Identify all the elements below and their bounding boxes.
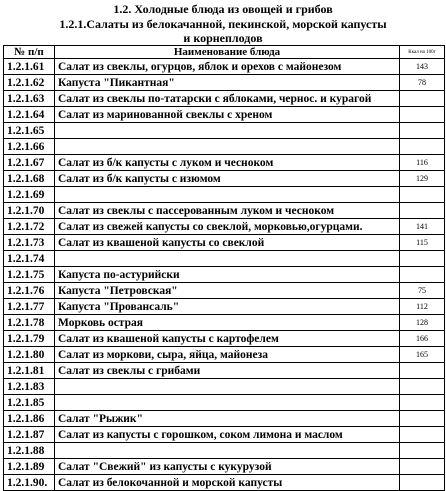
cell-number[interactable]: 1.2.1.77: [4, 299, 55, 315]
cell-kcal[interactable]: [400, 203, 445, 219]
cell-dish-name[interactable]: Салат из квашеной капусты со свеклой: [55, 235, 400, 251]
table-row: [4, 363, 445, 379]
cell-kcal[interactable]: [400, 267, 445, 283]
cell-number[interactable]: 1.2.1.68: [4, 171, 55, 187]
cell-kcal[interactable]: 166: [400, 331, 445, 347]
cell-kcal[interactable]: 78: [400, 75, 445, 91]
cell-kcal[interactable]: 143: [400, 59, 445, 75]
cell-kcal[interactable]: [400, 139, 445, 155]
table-row: [4, 139, 445, 155]
cell-dish-name[interactable]: Салат из свежей капусты со свеклой, морковью,огурцами.: [55, 219, 400, 235]
cell-kcal[interactable]: [400, 395, 445, 411]
table-row: [4, 235, 445, 251]
cell-number[interactable]: 1.2.1.67: [4, 155, 55, 171]
table-row: [4, 379, 445, 395]
subsection-title-continued: и корнеплодов: [183, 31, 263, 45]
cell-dish-name[interactable]: Салат из б/к капусты с луком и чесноком: [55, 155, 400, 171]
table-row: [4, 219, 445, 235]
cell-kcal[interactable]: 112: [400, 299, 445, 315]
column-header-kcal[interactable]: Ккал на 100г: [400, 46, 445, 59]
column-header-number[interactable]: № п/п: [4, 46, 55, 59]
cell-dish-name[interactable]: Салат из маринованной свеклы с хреном: [55, 107, 400, 123]
cell-dish-name[interactable]: Капуста по-астурийски: [55, 267, 400, 283]
table-row: [4, 283, 445, 299]
cell-number[interactable]: 1.2.1.86: [4, 411, 55, 427]
cell-kcal[interactable]: [400, 475, 445, 491]
cell-kcal[interactable]: [400, 411, 445, 427]
cell-kcal[interactable]: 75: [400, 283, 445, 299]
cell-dish-name[interactable]: Салат "Рыжик": [55, 411, 400, 427]
cell-number[interactable]: 1.2.1.76: [4, 283, 55, 299]
cell-kcal[interactable]: 115: [400, 235, 445, 251]
cell-kcal[interactable]: [400, 123, 445, 139]
cell-number[interactable]: 1.2.1.75: [4, 267, 55, 283]
table-row: [4, 107, 445, 123]
cell-dish-name[interactable]: [55, 187, 400, 203]
table-row: [4, 475, 445, 491]
cell-kcal[interactable]: [400, 187, 445, 203]
table-row: [4, 123, 445, 139]
table-row: [4, 251, 445, 267]
table-row: [4, 315, 445, 331]
cell-number[interactable]: 1.2.1.78: [4, 315, 55, 331]
table-row: [4, 395, 445, 411]
cell-dish-name[interactable]: Салат из б/к капусты с изюмом: [55, 171, 400, 187]
cell-dish-name[interactable]: Салат из свеклы с грибами: [55, 363, 400, 379]
dish-table: [3, 45, 445, 491]
subsection-title: 1.2.1.Салаты из белокачанной, пекинской, морской капусты: [59, 17, 387, 31]
cell-number[interactable]: 1.2.1.83: [4, 379, 55, 395]
cell-kcal[interactable]: [400, 251, 445, 267]
table-body: [4, 59, 445, 491]
cell-kcal[interactable]: 128: [400, 315, 445, 331]
cell-number[interactable]: 1.2.1.70: [4, 203, 55, 219]
table-row: [4, 411, 445, 427]
table-row: [4, 443, 445, 459]
cell-number[interactable]: 1.2.1.89: [4, 459, 55, 475]
cell-dish-name[interactable]: Салат из свеклы по-татарски с яблоками, чернос. и курагой: [55, 91, 400, 107]
cell-dish-name[interactable]: [55, 379, 400, 395]
cell-dish-name[interactable]: Салат из свеклы, огурцов, яблок и орехов с майонезом: [55, 59, 400, 75]
cell-number[interactable]: 1.2.1.87: [4, 427, 55, 443]
cell-kcal[interactable]: [400, 427, 445, 443]
cell-dish-name[interactable]: [55, 139, 400, 155]
cell-dish-name[interactable]: [55, 395, 400, 411]
section-title: 1.2. Холодные блюда из овощей и грибов: [113, 2, 333, 16]
cell-number[interactable]: 1.2.1.85: [4, 395, 55, 411]
cell-number[interactable]: 1.2.1.62: [4, 75, 55, 91]
table-row: [4, 331, 445, 347]
column-header-dish-name[interactable]: Наименование блюда: [55, 46, 400, 59]
cell-dish-name[interactable]: [55, 251, 400, 267]
cell-dish-name[interactable]: Капуста "Петровская": [55, 283, 400, 299]
table-row: [4, 59, 445, 75]
cell-dish-name[interactable]: Капуста "Пикантная": [55, 75, 400, 91]
cell-number[interactable]: 1.2.1.79: [4, 331, 55, 347]
cell-number[interactable]: 1.2.1.88: [4, 443, 55, 459]
cell-number[interactable]: 1.2.1.80: [4, 347, 55, 363]
table-row: [4, 187, 445, 203]
cell-dish-name[interactable]: Салат из белокочанной и морской капусты: [55, 475, 400, 491]
cell-number[interactable]: 1.2.1.81: [4, 363, 55, 379]
cell-number[interactable]: 1.2.1.65: [4, 123, 55, 139]
table-row: [4, 203, 445, 219]
cell-dish-name[interactable]: Салат из капусты с горошком, соком лимона и маслом: [55, 427, 400, 443]
cell-number[interactable]: 1.2.1.69: [4, 187, 55, 203]
table-row: [4, 427, 445, 443]
table-row: [4, 75, 445, 91]
cell-kcal[interactable]: [400, 91, 445, 107]
table-header-row: [4, 46, 445, 59]
cell-dish-name[interactable]: Салат из моркови, сыра, яйца, майонеза: [55, 347, 400, 363]
cell-dish-name[interactable]: Капуста "Провансаль": [55, 299, 400, 315]
table-row: [4, 155, 445, 171]
cell-kcal[interactable]: 165: [400, 347, 445, 363]
cell-kcal[interactable]: [400, 379, 445, 395]
cell-number[interactable]: 1.2.1.73: [4, 235, 55, 251]
cell-number[interactable]: 1.2.1.63: [4, 91, 55, 107]
cell-dish-name[interactable]: Салат из квашеной капусты с картофелем: [55, 331, 400, 347]
cell-number[interactable]: 1.2.1.90.: [4, 475, 55, 491]
cell-dish-name[interactable]: [55, 123, 400, 139]
table-row: [4, 91, 445, 107]
cell-number[interactable]: 1.2.1.74: [4, 251, 55, 267]
cell-number[interactable]: 1.2.1.64: [4, 107, 55, 123]
table-row: [4, 347, 445, 363]
cell-kcal[interactable]: 116: [400, 155, 445, 171]
cell-number[interactable]: 1.2.1.66: [4, 139, 55, 155]
table-row: [4, 299, 445, 315]
table-row: [4, 267, 445, 283]
cell-kcal[interactable]: 141: [400, 219, 445, 235]
cell-number[interactable]: 1.2.1.72: [4, 219, 55, 235]
cell-number[interactable]: 1.2.1.61: [4, 59, 55, 75]
cell-kcal[interactable]: [400, 443, 445, 459]
cell-dish-name[interactable]: Салат "Свежий" из капусты с кукурузой: [55, 459, 400, 475]
cell-dish-name[interactable]: [55, 443, 400, 459]
cell-dish-name[interactable]: Салат из свеклы с пассерованным луком и чесноком: [55, 203, 400, 219]
cell-kcal[interactable]: [400, 363, 445, 379]
cell-kcal[interactable]: 129: [400, 171, 445, 187]
table-row: [4, 171, 445, 187]
cell-dish-name[interactable]: Морковь острая: [55, 315, 400, 331]
cell-kcal[interactable]: [400, 107, 445, 123]
